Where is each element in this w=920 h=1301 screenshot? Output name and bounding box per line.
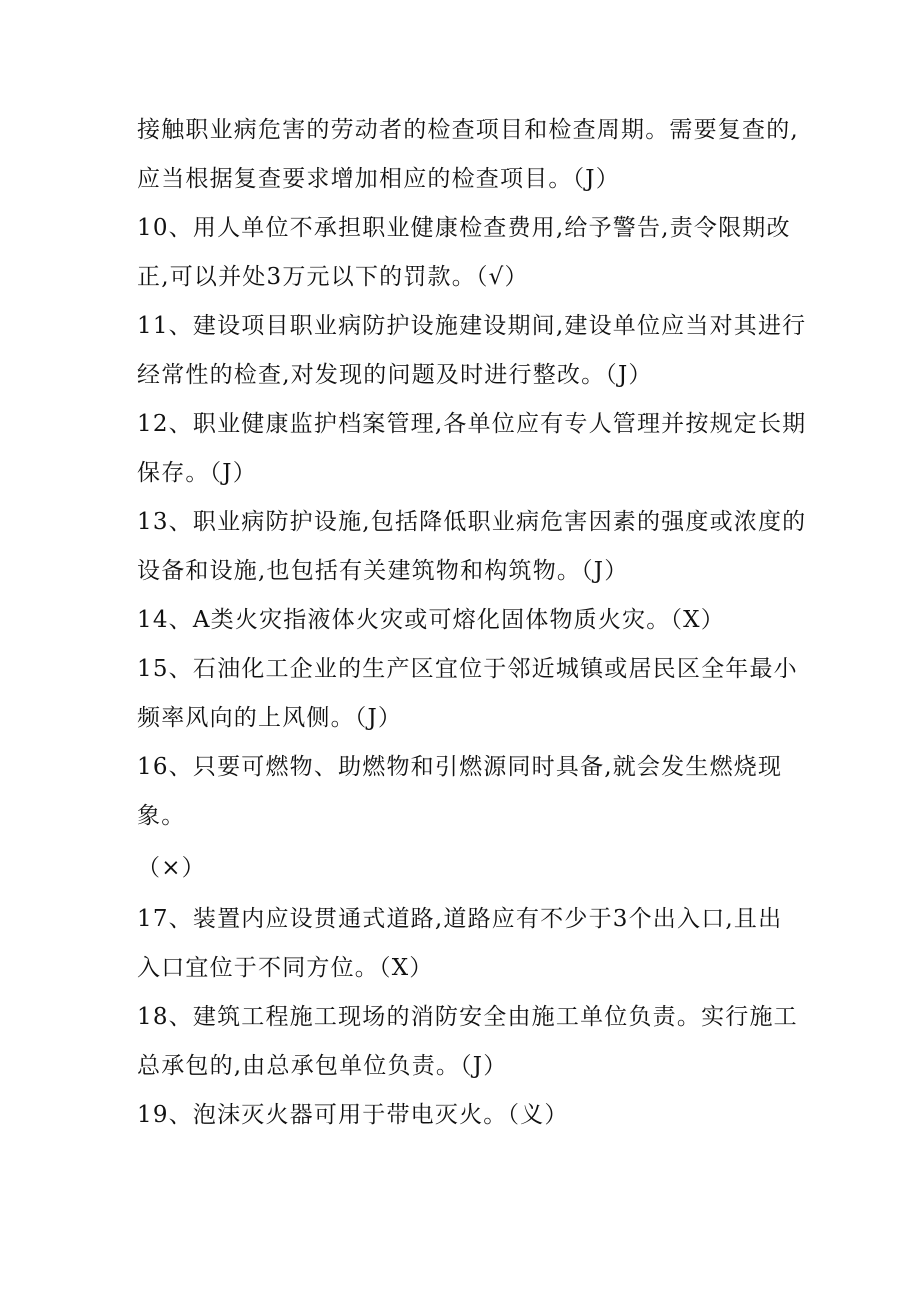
question-13: 13、职业病防护设施,包括降低职业病危害因素的强度或浓度的 [137,509,807,535]
question-14: 14、A类火灾指液体火灾或可熔化固体物质火灾。（X） [137,607,725,633]
text-line: 总承包的,由总承包单位负责。（J） [137,1053,508,1079]
text-line: 应当根据复查要求增加相应的检查项目。（J） [137,166,620,192]
question-17: 17、装置内应设贯通式道路,道路应有不少于3个出入口,且出 [137,906,783,932]
answer-mark: （×） [137,855,206,881]
question-10: 10、用人单位不承担职业健康检查费用,给予警告,责令限期改 [137,215,791,241]
question-16: 16、只要可燃物、助燃物和引燃源同时具备,就会发生燃烧现 [137,754,783,780]
question-19: 19、泡沫灭火器可用于带电灭火。（义） [137,1102,569,1128]
text-line: 入口宜位于不同方位。（X） [137,955,434,981]
text-line: 设备和设施,也包括有关建筑物和构筑物。（J） [137,558,629,584]
text-line: 正,可以并处3万元以下的罚款。（√） [137,264,529,290]
text-line: 经常性的检查,对发现的问题及时进行整改。（J） [137,362,653,388]
text-line: 保存。（J） [137,460,257,486]
text-line: 频率风向的上风侧。（J） [137,705,403,731]
text-line: 接触职业病危害的劳动者的检查项目和检查周期。需要复查的, [137,117,799,143]
question-12: 12、职业健康监护档案管理,各单位应有专人管理并按规定长期 [137,411,807,437]
question-11: 11、建设项目职业病防护设施建设期间,建设单位应当对其进行 [137,313,807,339]
question-15: 15、石油化工企业的生产区宜位于邻近城镇或居民区全年最小 [137,656,798,682]
text-line: 象。 [137,803,186,829]
question-18: 18、建筑工程施工现场的消防安全由施工单位负责。实行施工 [137,1004,798,1030]
